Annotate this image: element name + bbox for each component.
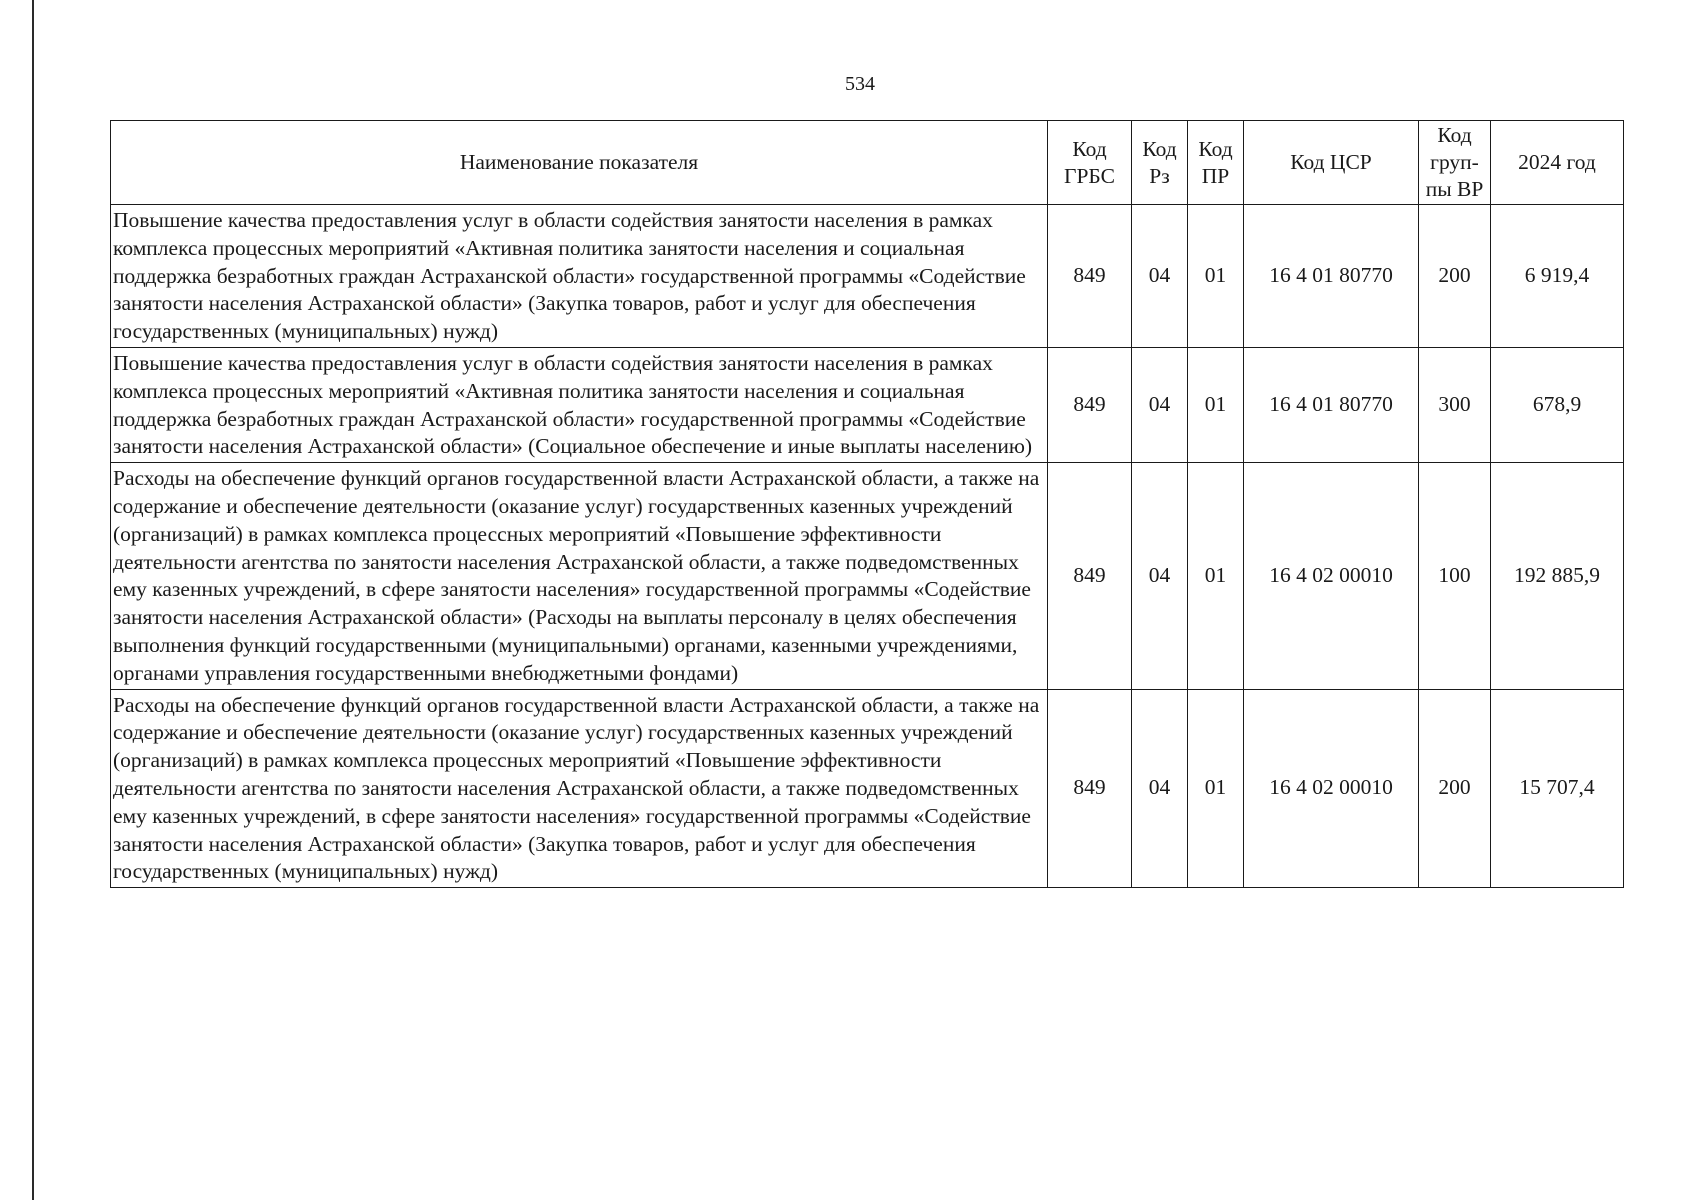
- page-binding-edge: [32, 0, 34, 1200]
- cell-rz: 04: [1132, 205, 1188, 348]
- cell-csr: 16 4 02 00010: [1244, 689, 1419, 888]
- cell-vr: 200: [1419, 205, 1491, 348]
- header-grbs-line1: Код: [1072, 136, 1107, 161]
- header-name: [111, 121, 1048, 205]
- header-vr-line2: груп-: [1430, 150, 1479, 174]
- cell-grbs: 849: [1048, 205, 1132, 348]
- cell-vr: 300: [1419, 347, 1491, 462]
- cell-rz: 04: [1132, 463, 1188, 689]
- header-rz: [1132, 121, 1188, 205]
- header-name-label: Наименование показателя: [459, 150, 699, 174]
- cell-amount: 6 919,4: [1491, 205, 1624, 348]
- cell-pr: 01: [1188, 463, 1244, 689]
- cell-name: Расходы на обеспечение функций органов государственной власти Астраханской области, а также на содержание и обеспечение деятельности (оказание услуг) государственных казенных учреждений (организаций) в рамках комплекса процессных мероприятий «Повышение эффективности деятельности агентства по занятости населения Астраханской области, а также подведомственных ему казенных учреждений, в сфере занятости населения» государственной программы «Содействие занятости населения Астраханской области» (Расходы на выплаты персоналу в целях обеспечения выполнения функций государственными (муниципальными) органами, казенными учреждениями, органами управления государственными внебюджетными фондами): [111, 463, 1048, 689]
- header-pr-line2: ПР: [1201, 163, 1230, 188]
- header-year: [1491, 121, 1624, 205]
- cell-vr: 200: [1419, 689, 1491, 888]
- cell-grbs: 849: [1048, 347, 1132, 462]
- cell-amount: 192 885,9: [1491, 463, 1624, 689]
- table-row: [111, 463, 1624, 689]
- header-rz-line2: Рз: [1149, 163, 1170, 188]
- table-row: [111, 347, 1624, 462]
- header-vr-line1: Код: [1437, 123, 1472, 147]
- cell-name: Расходы на обеспечение функций органов государственной власти Астраханской области, а также на содержание и обеспечение деятельности (оказание услуг) государственных казенных учреждений (организаций) в рамках комплекса процессных мероприятий «Повышение эффективности деятельности агентства по занятости населения Астраханской области, а также подведомственных ему казенных учреждений, в сфере занятости населения» государственной программы «Содействие занятости населения Астраханской области» (Закупка товаров, работ и услуг для обеспечения государственных (муниципальных) нужд): [111, 689, 1048, 888]
- table-row: [111, 205, 1624, 348]
- cell-grbs: 849: [1048, 463, 1132, 689]
- header-csr: [1244, 121, 1419, 205]
- cell-csr: 16 4 02 00010: [1244, 463, 1419, 689]
- header-rz-line1: Код: [1142, 136, 1177, 161]
- header-grbs-line2: ГРБС: [1064, 163, 1115, 188]
- cell-pr: 01: [1188, 689, 1244, 888]
- cell-pr: 01: [1188, 205, 1244, 348]
- cell-csr: 16 4 01 80770: [1244, 205, 1419, 348]
- cell-name: Повышение качества предоставления услуг в области содействия занятости населения в рамках комплекса процессных мероприятий «Активная политика занятости населения и социальная поддержка безработных граждан Астраханской области» государственной программы «Содействие занятости населения Астраханской области» (Закупка товаров, работ и услуг для обеспечения государственных (муниципальных) нужд): [111, 205, 1048, 348]
- header-pr-line1: Код: [1198, 136, 1233, 161]
- header-vr: [1419, 121, 1491, 205]
- cell-amount: 15 707,4: [1491, 689, 1624, 888]
- cell-pr: 01: [1188, 347, 1244, 462]
- table-header-row: [111, 121, 1624, 205]
- cell-rz: 04: [1132, 347, 1188, 462]
- header-vr-line3: пы ВР: [1425, 177, 1484, 201]
- cell-vr: 100: [1419, 463, 1491, 689]
- cell-amount: 678,9: [1491, 347, 1624, 462]
- cell-csr: 16 4 01 80770: [1244, 347, 1419, 462]
- header-pr: [1188, 121, 1244, 205]
- header-year-label: 2024 год: [1518, 150, 1596, 174]
- header-csr-label: Код ЦСР: [1290, 150, 1372, 174]
- table-row: [111, 689, 1624, 888]
- cell-grbs: 849: [1048, 689, 1132, 888]
- page-number: 534: [845, 73, 875, 95]
- cell-name: Повышение качества предоставления услуг в области содействия занятости населения в рамках комплекса процессных мероприятий «Активная политика занятости населения и социальная поддержка безработных граждан Астраханской области» государственной программы «Содействие занятости населения Астраханской области» (Социальное обеспечение и иные выплаты населению): [111, 347, 1048, 462]
- cell-rz: 04: [1132, 689, 1188, 888]
- budget-table: [110, 120, 1624, 888]
- header-grbs: [1048, 121, 1132, 205]
